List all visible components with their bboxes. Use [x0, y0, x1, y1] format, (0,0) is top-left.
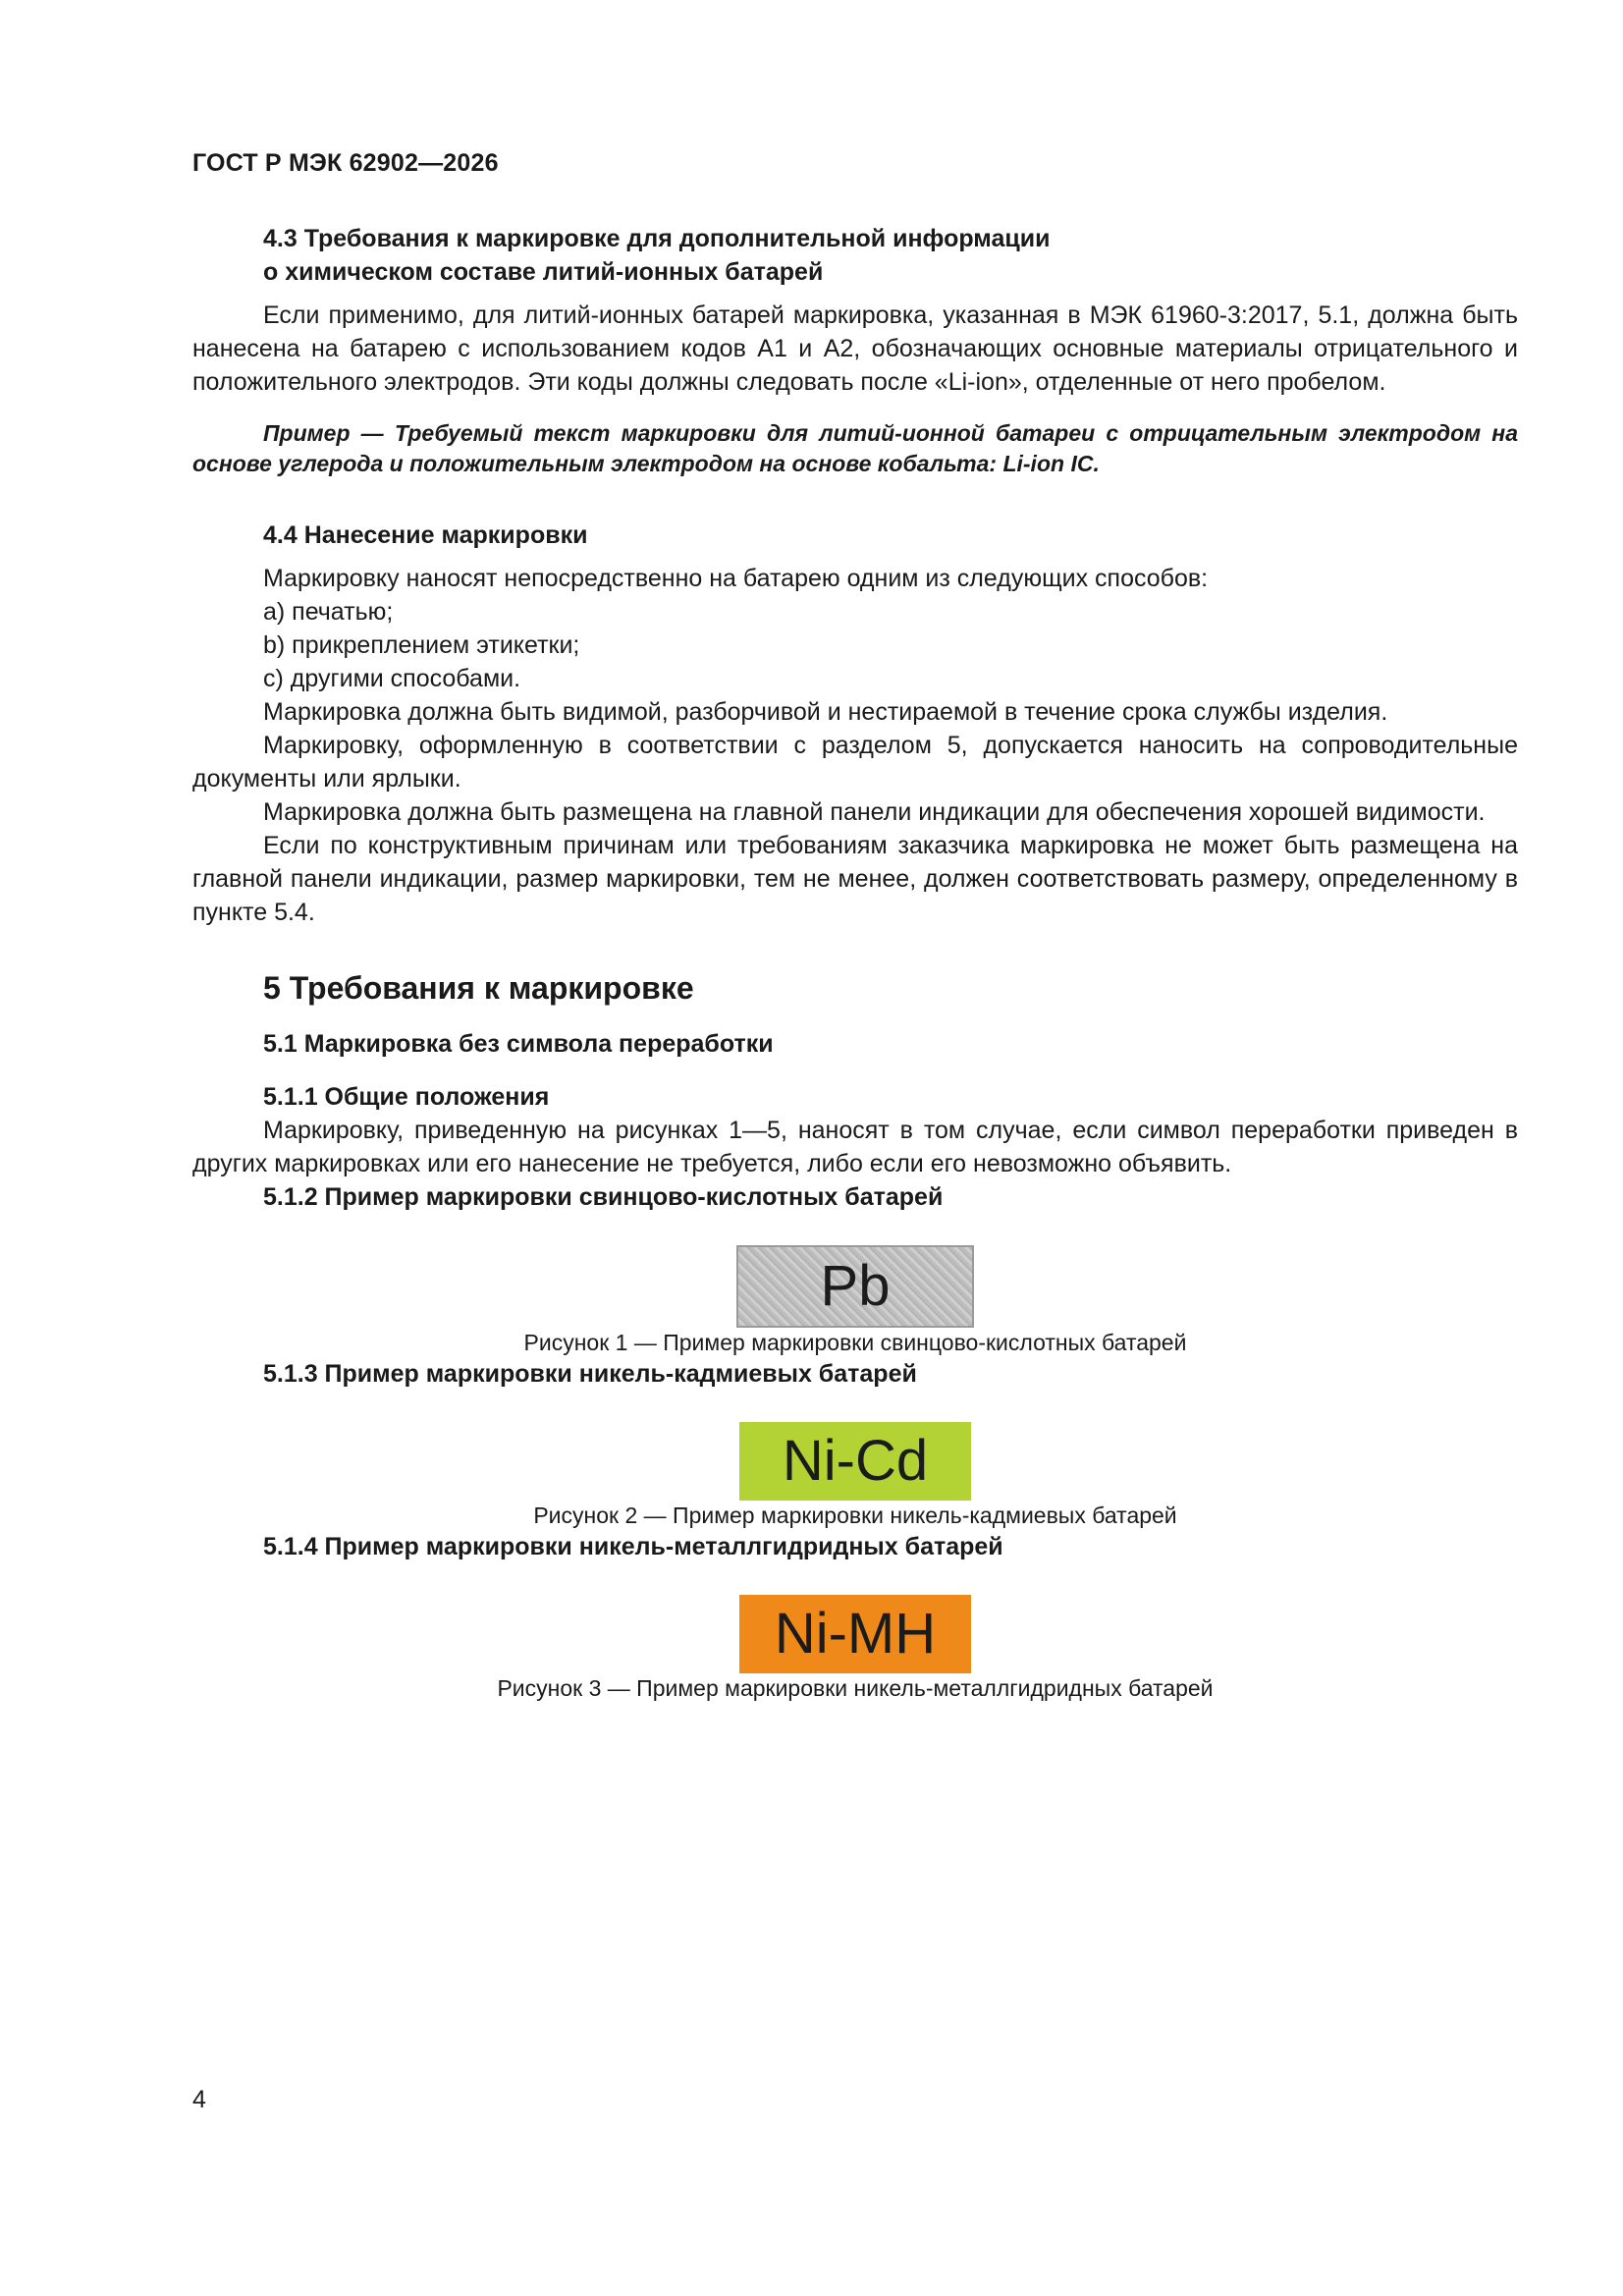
heading-line-2: о химическом составе литий-ионных батарей: [263, 258, 824, 286]
figure-3-caption: Рисунок 3 — Пример маркировки никель-металлгидридных батарей: [497, 1675, 1214, 1701]
section-5-1-1-paragraph: Маркировку, приведенную на рисунках 1—5, наносят в том случае, если символ переработки приведен в других маркировках или его нанесение не требуется, либо если его невозможно объявить.: [192, 1117, 1518, 1177]
section-5-1-1-heading: 5.1.1 Общие положения: [263, 1083, 550, 1111]
figure-2-caption: Рисунок 2 — Пример маркировки никель-кадмиевых батарей: [533, 1503, 1177, 1528]
figure-3: [192, 1595, 1518, 1673]
document-header: ГОСТ Р МЭК 62902—2026: [192, 149, 499, 177]
nimh-marking: Ni-MH: [739, 1595, 971, 1673]
section-5-1-2-heading: 5.1.2 Пример маркировки свинцово-кислотных батарей: [263, 1183, 944, 1211]
section-5-1-heading: 5.1 Маркировка без символа переработки: [263, 1030, 774, 1058]
list-item: a) печатью;: [263, 598, 394, 626]
figure-1-caption: Рисунок 1 — Пример маркировки свинцово-кислотных батарей: [523, 1330, 1187, 1355]
example-note: Пример — Требуемый текст маркировки для литий-ионной батареи с отрицательным электродом на основе углерода и положительным электродом на основе кобальта: Li-ion IC.: [192, 420, 1518, 476]
figure-2: [192, 1422, 1518, 1501]
section-4-4-heading: 4.4 Нанесение маркировки: [263, 521, 588, 549]
paragraph: Если по конструктивным причинам или требованиям заказчика маркировка не может быть размещена на главной панели индикации, размер маркировки, тем не менее, должен соответствовать размеру, определенному в пункте 5.4.: [192, 832, 1518, 926]
section-5-heading: 5 Требования к маркировке: [263, 970, 694, 1006]
paragraph: Маркировку, оформленную в соответствии с разделом 5, допускается наносить на сопроводительные документы или ярлыки.: [192, 732, 1518, 793]
section-5-1-3-heading: 5.1.3 Пример маркировки никель-кадмиевых батарей: [263, 1360, 917, 1388]
pb-marking: Pb: [736, 1245, 974, 1328]
paragraph: Маркировка должна быть видимой, разборчивой и нестираемой в течение срока службы изделия.: [263, 698, 1388, 726]
figure-1: [192, 1245, 1518, 1328]
page-content: [192, 222, 1518, 1703]
list-item: c) другими способами.: [263, 665, 521, 692]
method-list: [192, 595, 1518, 695]
paragraph: Маркировка должна быть размещена на главной панели индикации для обеспечения хорошей видимости.: [263, 798, 1486, 826]
nicd-marking: Ni-Cd: [739, 1422, 971, 1501]
section-5-1-4-heading: 5.1.4 Пример маркировки никель-металлгидридных батарей: [263, 1533, 1003, 1560]
section-4-3-heading: [192, 222, 1518, 289]
page-number: 4: [192, 2086, 206, 2113]
heading-line-1: 4.3 Требования к маркировке для дополнительной информации: [263, 225, 1051, 252]
section-4-3-paragraph: Если применимо, для литий-ионных батарей маркировка, указанная в МЭК 61960-3:2017, 5.1, должна быть нанесена на батарею с использованием кодов А1 и А2, обозначающих основные материалы отрицательного и положительного электродов. Эти коды должны следовать после «Li-ion», отделенные от него пробелом.: [192, 301, 1518, 396]
list-item: b) прикреплением этикетки;: [263, 631, 580, 659]
section-4-4-intro: Маркировку наносят непосредственно на батарею одним из следующих способов:: [263, 565, 1209, 592]
